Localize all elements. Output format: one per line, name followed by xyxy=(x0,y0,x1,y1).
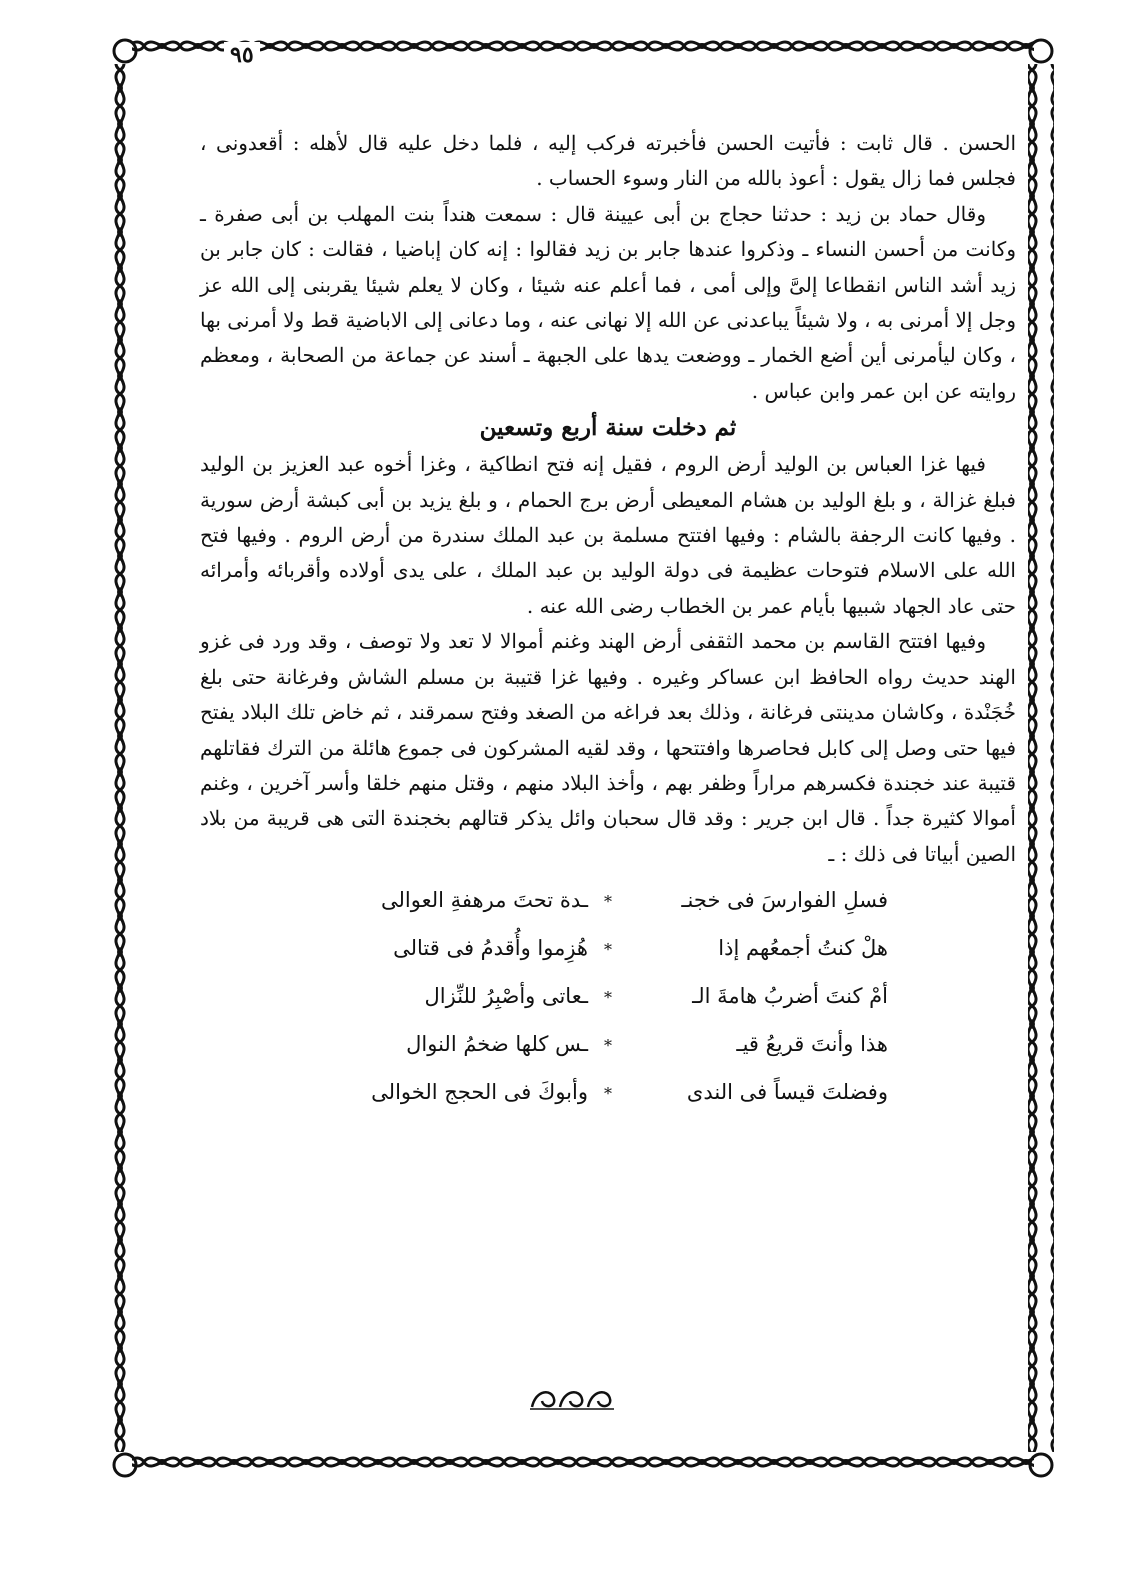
poem-verse xyxy=(200,1020,1016,1068)
poem-separator: * xyxy=(604,940,612,960)
poem-hemistich-first: أمْ كنتَ أضربُ هامةَ الـ xyxy=(692,984,888,1009)
page-body xyxy=(200,126,1016,1116)
paragraph: وقال حماد بن زيد : حدثنا حجاج بن أبى عيينة قال : سمعت هنداً بنت المهلب بن أبى صفرة ـ وكانت من أحسن النساء ـ وذكروا عندها جابر بن زيد فقالوا : إنه كان إباضيا ، فقالت : كان جابر بن زيد أشد الناس انقطاعا إلىَّ وإلى أمى ، فما أعلم عنه شيئا ، وكان لا يعلم شيئا يقربنى إلى الله عز وجل إلا أمرنى به ، ولا شيئاً يباعدنى عن الله إلا نهانى عنه ، وما دعانى إلى الاباضية قط ولا أمرنى بها ، وكان ليأمرنى أين أضع الخمار ـ ووضعت يدها على الجبهة ـ أسند عن جماعة من الصحابة ، ومعظم روايته عن ابن عمر وابن عباس . xyxy=(200,201,1016,403)
paragraph: فيها غزا العباس بن الوليد أرض الروم ، فقيل إنه فتح انطاكية ، وغزا أخوه عبد العزيز بن الوليد فبلغ غزالة ، و بلغ الوليد بن هشام المعيطى أرض برج الحمام ، و بلغ يزيد بن أبى كبشة أرض سورية . وفيها كانت الرجفة بالشام : وفيها افتتح مسلمة بن عبد الملك سندرة من أرض الروم . وفيها فتح الله على الاسلام فتوحات عظيمة فى دولة الوليد بن عبد الملك ، على يدى أولاده وأقربائه وأمرائه حتى عاد الجهاد شبيها بأيام عمر بن الخطاب رضى الله عنه . xyxy=(200,452,1016,618)
poem-hemistich-first: فسلِ الفوارسَ فى خجنـ xyxy=(681,888,888,913)
page-number: ٩٥ xyxy=(224,42,260,68)
poem-hemistich-second: ـدة تحتَ مرهفةِ العوالى xyxy=(381,888,588,913)
poem-separator: * xyxy=(604,1036,612,1056)
poem-hemistich-first: هذا وأنتَ قريعُ قيـ xyxy=(736,1032,888,1057)
poem xyxy=(200,876,1016,1116)
poem-hemistich-first: هلْ كنتُ أجمعُهم إذا xyxy=(718,936,888,961)
poem-hemistich-second: هُزِموا وأُقدمُ فى قتالى xyxy=(393,936,588,961)
paragraph: وفيها افتتح القاسم بن محمد الثقفى أرض الهند وغنم أموالا لا تعد ولا توصف ، وقد ورد فى غزو الهند حديث رواه الحافظ ابن عساكر وغيره . وفيها غزا قتيبة بن مسلم الشاش وفرغانة حتى بلغ خُجَنْدة ، وكاشان مدينتى فرغانة ، وذلك بعد فراغه من الصغد وفتح سمرقند ، ثم خاض تلك البلاد يفتح فيها حتى وصل إلى كابل فحاصرها وافتتحها ، وقد لقيه المشركون فى جموع هائلة من الترك فقاتلهم قتيبة عند خجندة فكسرهم مراراً وظفر بهم ، وأخذ البلاد منهم ، وقتل منهم خلقا وأسر آخرين ، وغنم أموالا كثيرة جداً . قال ابن جرير : وقد قال سحبان وائل يذكر قتالهم بخجندة التى هى قريبة من بلاد الصين أبياتا فى ذلك : ـ xyxy=(200,629,1016,866)
chapter-title: ثم دخلت سنة أربع وتسعين xyxy=(479,414,737,442)
end-ornament-icon xyxy=(526,1385,618,1413)
poem-separator: * xyxy=(604,988,612,1008)
poem-hemistich-second: وأبوكَ فى الحجج الخوالى xyxy=(371,1080,588,1105)
poem-verse xyxy=(200,876,1016,924)
poem-hemistich-second: ـس كلها ضخمُ النوال xyxy=(406,1032,588,1057)
poem-verse xyxy=(200,1068,1016,1116)
poem-hemistich-second: ـعاتى وأصْبِرُ للنِّزال xyxy=(424,984,588,1009)
poem-verse xyxy=(200,924,1016,972)
paragraph: الحسن . قال ثابت : فأتيت الحسن فأخبرته فركب إليه ، فلما دخل عليه قال لأهله : أقعدونى ، فجلس فما زال يقول : أعوذ بالله من النار وسوء الحساب . xyxy=(200,131,1016,191)
poem-separator: * xyxy=(604,1084,612,1104)
poem-hemistich-first: وفضلتَ قيساً فى الندى xyxy=(686,1080,888,1105)
poem-verse xyxy=(200,972,1016,1020)
poem-separator: * xyxy=(604,892,612,912)
